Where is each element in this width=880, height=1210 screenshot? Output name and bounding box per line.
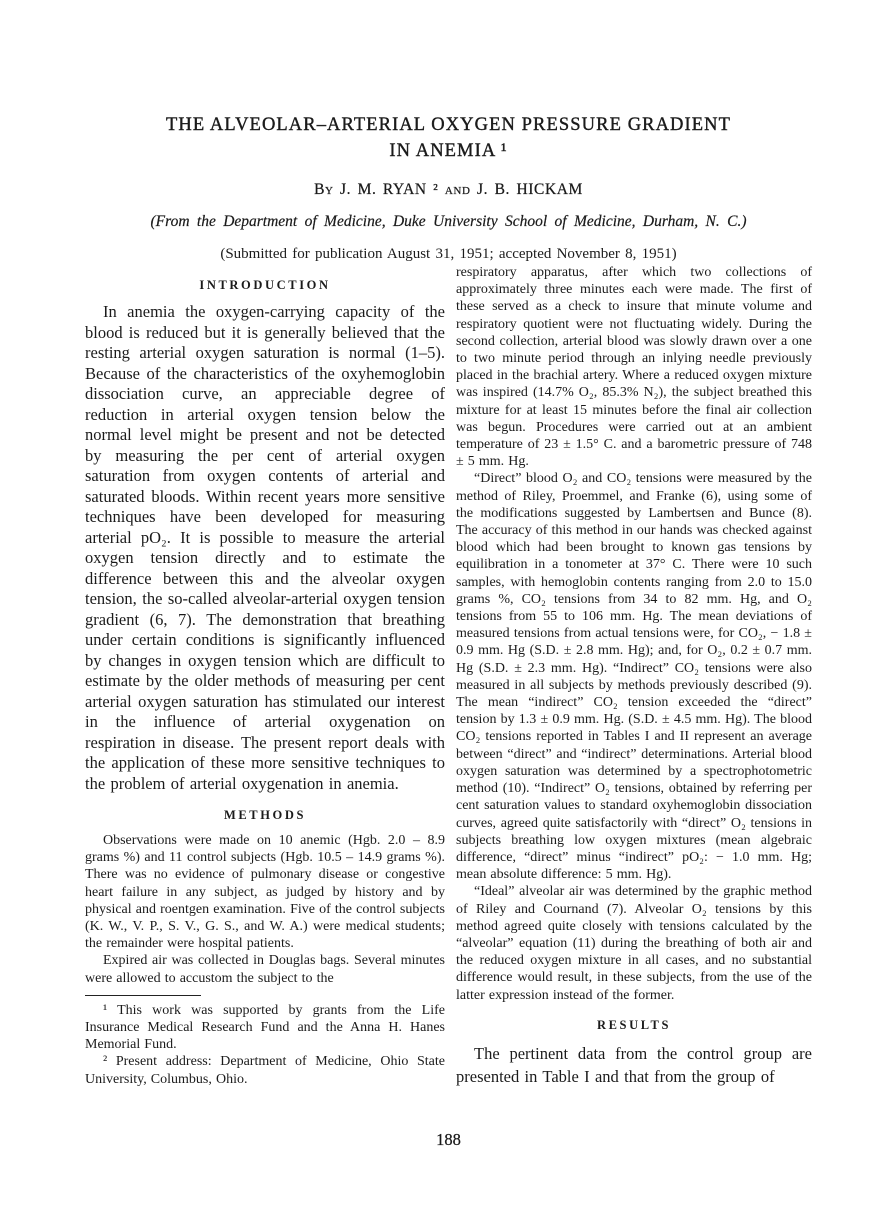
ideal-alveolar-paragraph: “Ideal” alveolar air was determined by the graphic method of Riley and Cournand (7). Alveolar O₂ tensions by this method agreed quite closely with tensions calculated by the “alveolar” equation (11) during the breathing of both air and the reduced oxygen mixture in all cases, and no substantial difference would result, in these subjects, from the use of the latter expression instead of the former. (456, 884, 812, 1003)
methods-paragraph-2: Expired air was collected in Douglas bags. Several minutes were allowed to accustom the subject to the (85, 953, 445, 986)
byline: By J. M. RYAN ² and J. B. HICKAM (314, 181, 583, 198)
article-title (85, 112, 812, 164)
article-header (85, 112, 812, 263)
methods-heading: METHODS (223, 808, 307, 822)
results-paragraph: The pertinent data from the control group are presented in Table I and that from the group of (456, 1043, 812, 1086)
results-heading: RESULTS (596, 1017, 672, 1032)
title-line-1: THE ALVEOLAR–ARTERIAL OXYGEN PRESSURE GRADIENT (165, 115, 732, 135)
footnote-1: ¹ This work was supported by grants from the Life Insurance Medical Research Fund and the Anna H. Hanes Memorial Fund. (85, 1002, 445, 1053)
right-column (456, 264, 812, 1088)
left-column (85, 278, 445, 1088)
footnote-divider (85, 995, 201, 996)
introduction-paragraph: In anemia the oxygen-carrying capacity of the blood is reduced but it is generally believed that the resting arterial oxygen saturation is normal (1–5). Because of the characteristics of the oxyhemoglobin dissociation curve, an appreciable degree of reduction in arterial oxygen tension below the normal level might be present and not be detected by measuring the per cent of arterial oxygen saturation from oxygen contents of arterial and saturated bloods. Within recent years more sensitive techniques have been developed for measuring arterial pO₂. It is possible to measure the arterial oxygen tension directly and to estimate the difference between this and the alveolar oxygen tension, the so-called alveolar-arterial oxygen tension gradient (6, 7). The demonstration that breathing under certain conditions is significantly influenced by changes in oxygen tension which are difficult to estimate by the older methods of measuring per cent arterial oxygen saturation has stimulated our interest in the influence of arterial oxygenation on respiration in disease. The present report deals with the application of these more sensitive techniques to the problem of arterial oxygenation in anemia. (85, 302, 445, 793)
direct-tensions-paragraph: “Direct” blood O₂ and CO₂ tensions were measured by the method of Riley, Proemmel, and Franke (6), using some of the modifications suggested by Lambertsen and Bunce (8). The accuracy of this method in our hands was checked against blood which had been brought to known gas tensions by equilibration in a tonometer at 37° C. There were 10 such samples, with hemoglobin contents ranging from 2.0 to 15.0 grams %, CO₂ tensions from 34 to 82 mm. Hg, and O₂ tensions from 55 to 106 mm. Hg. The mean deviations of measured tensions from actual tensions were, for CO₂, − 1.8 ± 0.9 mm. Hg (S.D. ± 2.8 mm. Hg); and, for O₂, 0.2 ± 0.7 mm. Hg (S.D. ± 2.3 mm. Hg). “Indirect” CO₂ tensions were also measured in all subjects by methods previously described (9). The mean “indirect” CO₂ tension exceeded the “direct” tension by 1.3 ± 0.9 mm. Hg. (S.D. ± 4.5 mm. Hg). The blood CO₂ tensions reported in Tables I and II represent an average between “direct” and “indirect” determinations. Arterial blood oxygen saturation was determined by a spectrophotometric method (10). “Indirect” O₂ tensions, obtained by referring per cent saturation values to standard oxyhemoglobin dissociation curves, agreed quite satisfactorily with “direct” O₂ tensions in subjects breathing low oxygen mixtures (mean algebraic difference, “direct” minus “indirect” pO₂: − 1.0 mm. Hg; mean absolute difference: 5 mm. Hg). (456, 471, 812, 883)
methods-paragraph-1: Observations were made on 10 anemic (Hgb. 2.0 – 8.9 grams %) and 11 control subjects (Hgb. 10.5 – 14.9 grams %). There was no evidence of pulmonary disease or congestive heart failure in any subject, as judged by history and by physical and roentgen examination. Five of the control subjects (K. W., V. P., S. V., G. S., and W. A.) were medical students; the remainder were hospital patients. (85, 833, 445, 952)
affiliation: (From the Department of Medicine, Duke University School of Medicine, Durham, N. C.) (150, 213, 747, 230)
submission-note: (Submitted for publication August 31, 1951; accepted November 8, 1951) (220, 246, 677, 262)
introduction-heading: INTRODUCTION (199, 278, 331, 292)
footnote-2: ² Present address: Department of Medicine, Ohio State University, Columbus, Ohio. (85, 1054, 445, 1087)
methods-continuation-paragraph: respiratory apparatus, after which two collections of approximately three minutes each were made. The first of these served as a check to insure that minute volume and respiratory quotient were not fluctuating widely. During the second collection, arterial blood was slowly drawn over a one to two minute period through an inlying needle previously placed in the brachial artery. Where a reduced oxygen mixture was inspired (14.7% O₂, 85.3% N₂), the subject breathed this mixture for at least 15 minutes before the final air collection was begun. Procedures were carried out at an ambient temperature of 23 ± 1.5° C. and a barometric pressure of 748 ± 5 mm. Hg. (456, 265, 812, 470)
page-number: 188 (436, 1130, 461, 1149)
title-line-2: IN ANEMIA ¹ (389, 141, 508, 161)
